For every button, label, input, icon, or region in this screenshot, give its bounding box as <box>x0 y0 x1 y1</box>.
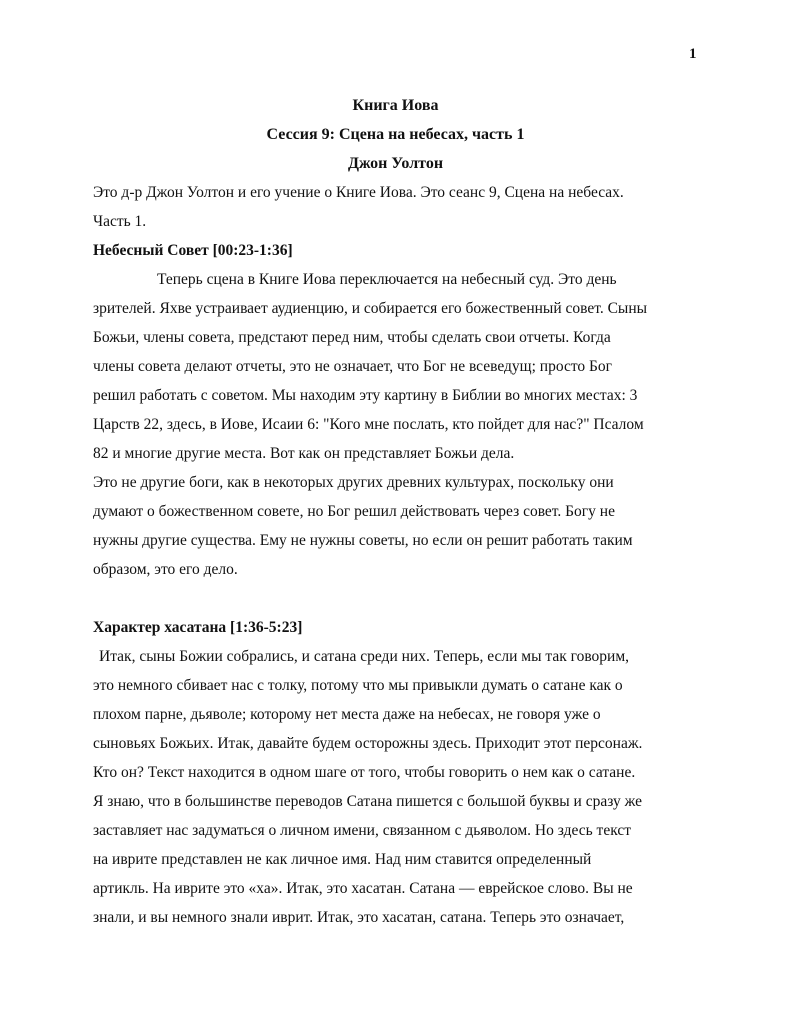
text-line: Я знаю, что в большинстве переводов Сатана пишется с большой буквы и сразу же <box>93 793 643 810</box>
text-line: Теперь сцена в Книге Иова переключается на небесный суд. Это день <box>157 271 617 288</box>
text-line: знали, и вы немного знали иврит. Итак, это хасатан, сатана. Теперь это означает, <box>93 909 625 926</box>
text-line: Это не другие боги, как в некоторых других древних культурах, поскольку они <box>93 474 614 491</box>
section-heading-heavenly-council: Небесный Совет [00:23-1:36] <box>93 242 293 259</box>
text-line: сыновьях Божьих. Итак, давайте будем осторожны здесь. Приходит этот персонаж. <box>93 735 643 752</box>
text-line: 82 и многие другие места. Вот как он представляет Божьи дела. <box>93 445 515 462</box>
intro-paragraph <box>93 178 705 236</box>
section-heading-hasatan: Характер хасатана [1:36-5:23] <box>93 619 303 636</box>
text-line: Кто он? Текст находится в одном шаге от того, чтобы говорить о нем как о сатане. <box>93 764 636 781</box>
text-line: думают о божественном совете, но Бог решил действовать через совет. Богу не <box>93 503 615 520</box>
text-line: Царств 22, здесь, в Иове, Исаии 6: "Кого мне послать, кто пойдет для нас?" Псалом <box>93 416 644 433</box>
text-line: Часть 1. <box>93 213 147 230</box>
document-title: Книга Иова <box>352 97 439 114</box>
text-line: Итак, сыны Божии собрались, и сатана среди них. Теперь, если мы так говорим, <box>99 648 630 665</box>
text-line: это немного сбивает нас с толку, потому что мы привыкли думать о сатане как о <box>93 677 623 694</box>
paragraph <box>93 642 705 932</box>
text-line: на иврите представлен не как личное имя. Над ним ставится определенный <box>93 851 592 868</box>
paragraph <box>93 468 705 584</box>
text-line: образом, это его дело. <box>93 561 238 578</box>
paragraph <box>93 265 705 468</box>
text-line: Божьи, члены совета, предстают перед ним, чтобы сделать свои отчеты. Когда <box>93 329 611 346</box>
page-number: 1 <box>689 46 697 62</box>
text-line: артикль. На иврите это «ха». Итак, это хасатан. Сатана — еврейское слово. Вы не <box>93 880 633 897</box>
text-line: плохом парне, дьяволе; которому нет места даже на небесах, не говоря уже о <box>93 706 601 723</box>
text-line: заставляет нас задуматься о личном имени, связанном с дьяволом. Но здесь текст <box>93 822 631 839</box>
document-subtitle: Сессия 9: Сцена на небесах, часть 1 <box>266 126 525 143</box>
text-line: зрителей. Яхве устраивает аудиенцию, и собирается его божественный совет. Сыны <box>93 300 648 317</box>
text-line: решил работать с советом. Мы находим эту картину в Библии во многих местах: 3 <box>93 387 638 404</box>
text-line: Это д-р Джон Уолтон и его учение о Книге Иова. Это сеанс 9, Сцена на небесах. <box>93 184 624 201</box>
text-line: нужны другие существа. Ему не нужны советы, но если он решит работать таким <box>93 532 633 549</box>
text-line: члены совета делают отчеты, это не означает, что Бог не всеведущ; просто Бог <box>93 358 613 375</box>
document-author: Джон Уолтон <box>347 155 444 172</box>
